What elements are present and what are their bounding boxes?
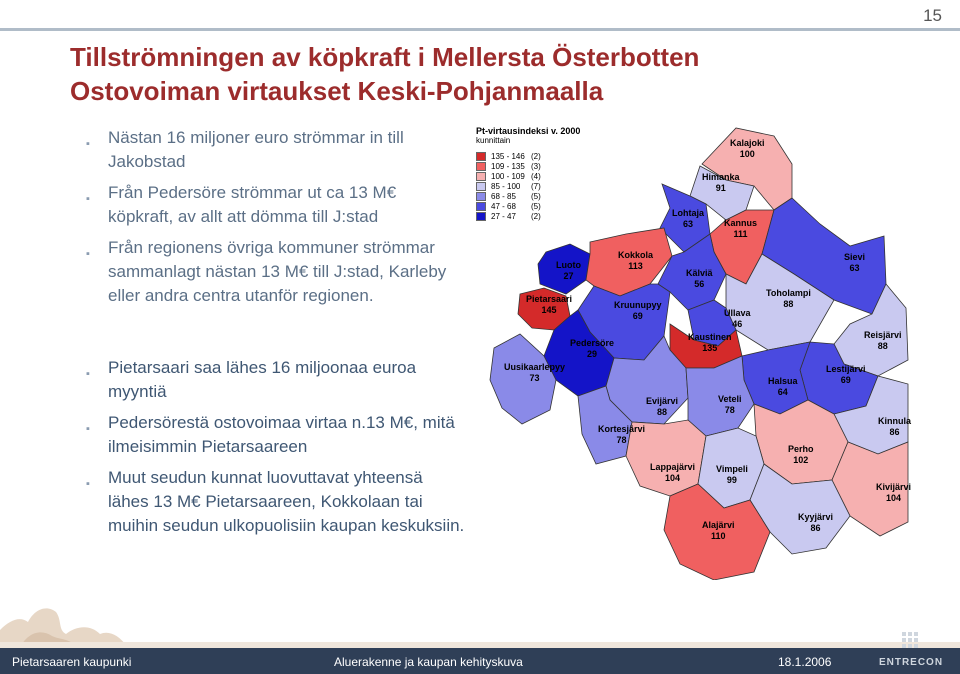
legend-swatch	[476, 192, 486, 201]
list-item: ▪ Pedersörestä ostovoimaa virtaa n.13 M€, mitä ilmeisimmin Pietarsaareen	[86, 413, 455, 456]
map-label-kruunupyy: Kruunupyy 69	[614, 300, 662, 321]
footer-topic: Aluerakenne ja kaupan kehityskuva	[334, 655, 523, 669]
map-label-halsua: Halsua 64	[768, 376, 798, 397]
map-label-sievi: Sievi 63	[844, 252, 866, 273]
legend-swatch	[476, 152, 486, 161]
footer-organization: Pietarsaaren kaupunki	[12, 655, 132, 669]
footer-silhouette-art	[0, 590, 960, 648]
legend-swatch	[476, 172, 486, 181]
title-finnish: Ostovoiman virtaukset Keski-Pohjanmaalla	[70, 76, 604, 106]
map-label-pedersore: Pedersöre 29	[570, 338, 615, 359]
legend-count: (2)	[531, 211, 541, 221]
legend-title: Pt-virtausindeksi v. 2000	[476, 126, 581, 136]
map-label-alajarvi: Alajärvi 110	[702, 520, 735, 541]
legend-range: 100 - 109	[491, 171, 525, 181]
legend-count: (5)	[531, 201, 541, 211]
legend-count: (4)	[531, 171, 541, 181]
legend-swatch	[476, 162, 486, 171]
square-bullet-icon: ▪	[86, 248, 90, 260]
legend-row	[476, 171, 586, 181]
legend-row	[476, 161, 586, 171]
map-label-lohtaja: Lohtaja 63	[672, 208, 705, 229]
top-divider	[0, 28, 960, 31]
legend-swatch	[476, 182, 486, 191]
legend-count: (7)	[531, 181, 541, 191]
legend-range: 135 - 146	[491, 151, 525, 161]
map-label-kannus: Kannus 111	[724, 218, 758, 239]
map-label-kokkola: Kokkola 113	[618, 250, 654, 271]
legend-count: (2)	[531, 151, 541, 161]
map-label-kalajoki: Kalajoki 100	[730, 138, 765, 159]
map-label-kyyjarvi: Kyyjärvi 86	[798, 512, 834, 533]
footer-date: 18.1.2006	[778, 655, 832, 669]
legend-row	[476, 151, 586, 161]
square-bullet-icon: ▪	[86, 368, 90, 380]
legend-count: (3)	[531, 161, 541, 171]
swedish-bullet-list	[86, 126, 466, 315]
legend-row	[476, 181, 586, 191]
list-item: ▪ Muut seudun kunnat luovuttavat yhteensä lähes 13 M€ Pietarsaareen, Kokkolaan tai muihin seudun ulkopuolisiin kaupan keskuksiin.	[86, 468, 465, 535]
map-label-toholampi: Toholampi 88	[766, 288, 811, 309]
map-label-himanka: Himanka 91	[702, 172, 740, 193]
list-item: ▪ Pietarsaari saa lähes 16 miljoonaa euroa myyntiä	[86, 358, 417, 401]
map-legend	[476, 126, 586, 221]
legend-row	[476, 201, 586, 211]
entrecon-logo: ENTRECON	[876, 628, 946, 672]
title-swedish: Tillströmningen av köpkraft i Mellersta Österbotten	[70, 42, 700, 72]
map-label-pietarsaari: Pietarsaari 145	[526, 294, 573, 315]
legend-swatch	[476, 202, 486, 211]
legend-range: 109 - 135	[491, 161, 525, 171]
map-label-kivijarvi: Kivijärvi 104	[876, 482, 912, 503]
map-label-perho: Perho 102	[788, 444, 814, 465]
legend-swatch	[476, 212, 486, 221]
square-bullet-icon: ▪	[86, 138, 90, 150]
square-bullet-icon: ▪	[86, 478, 90, 490]
map-label-kaustinen: Kaustinen 135	[688, 332, 732, 353]
map-label-vimpeli: Vimpeli 99	[716, 464, 748, 485]
legend-row	[476, 191, 586, 201]
legend-rows	[476, 151, 586, 221]
legend-range: 27 - 47	[491, 211, 516, 221]
footer-bar	[0, 648, 960, 674]
map-label-kinnula: Kinnula 86	[878, 416, 911, 437]
map-label-evijarvi: Evijärvi 88	[646, 396, 679, 417]
map-label-veteli: Veteli 78	[718, 394, 742, 415]
map-label-reisjarvi: Reisjärvi 88	[864, 330, 902, 351]
square-bullet-icon: ▪	[86, 193, 90, 205]
map-label-kalvia: Kälviä 56	[686, 268, 713, 289]
slide-title	[70, 40, 890, 108]
list-item: ▪ Från Pedersöre strömmar ut ca 13 M€ köpkraft, av allt att dömma till J:stad	[86, 183, 397, 226]
list-item: ▪ Nästan 16 miljoner euro strömmar in till Jakobstad	[86, 128, 404, 171]
legend-range: 68 - 85	[491, 191, 516, 201]
logo-grid-icon	[876, 628, 946, 658]
map-label-kortesjarvi: Kortesjärvi 78	[598, 424, 646, 445]
map-label-uusikaarlepyy: Uusikaarlepyy 73	[504, 362, 566, 383]
map-label-luoto: Luoto 27	[556, 260, 581, 281]
legend-row	[476, 211, 586, 221]
list-item: ▪ Från regionens övriga kommuner strömmar sammanlagt nästan 13 M€ till J:stad, Karleby eller andra centra utanför regionen.	[86, 238, 447, 305]
square-bullet-icon: ▪	[86, 423, 90, 435]
map-label-lappajarvi: Lappajärvi 104	[650, 462, 696, 483]
page-number: 15	[923, 6, 942, 25]
map-label-ullava: Ullava 46	[724, 308, 751, 329]
map-label-lestijarvi: Lestijärvi 69	[826, 364, 866, 385]
legend-range: 47 - 68	[491, 201, 516, 211]
legend-range: 85 - 100	[491, 181, 521, 191]
legend-count: (5)	[531, 191, 541, 201]
legend-subtitle: kunnittain	[476, 136, 511, 145]
finnish-bullet-list	[86, 356, 466, 545]
